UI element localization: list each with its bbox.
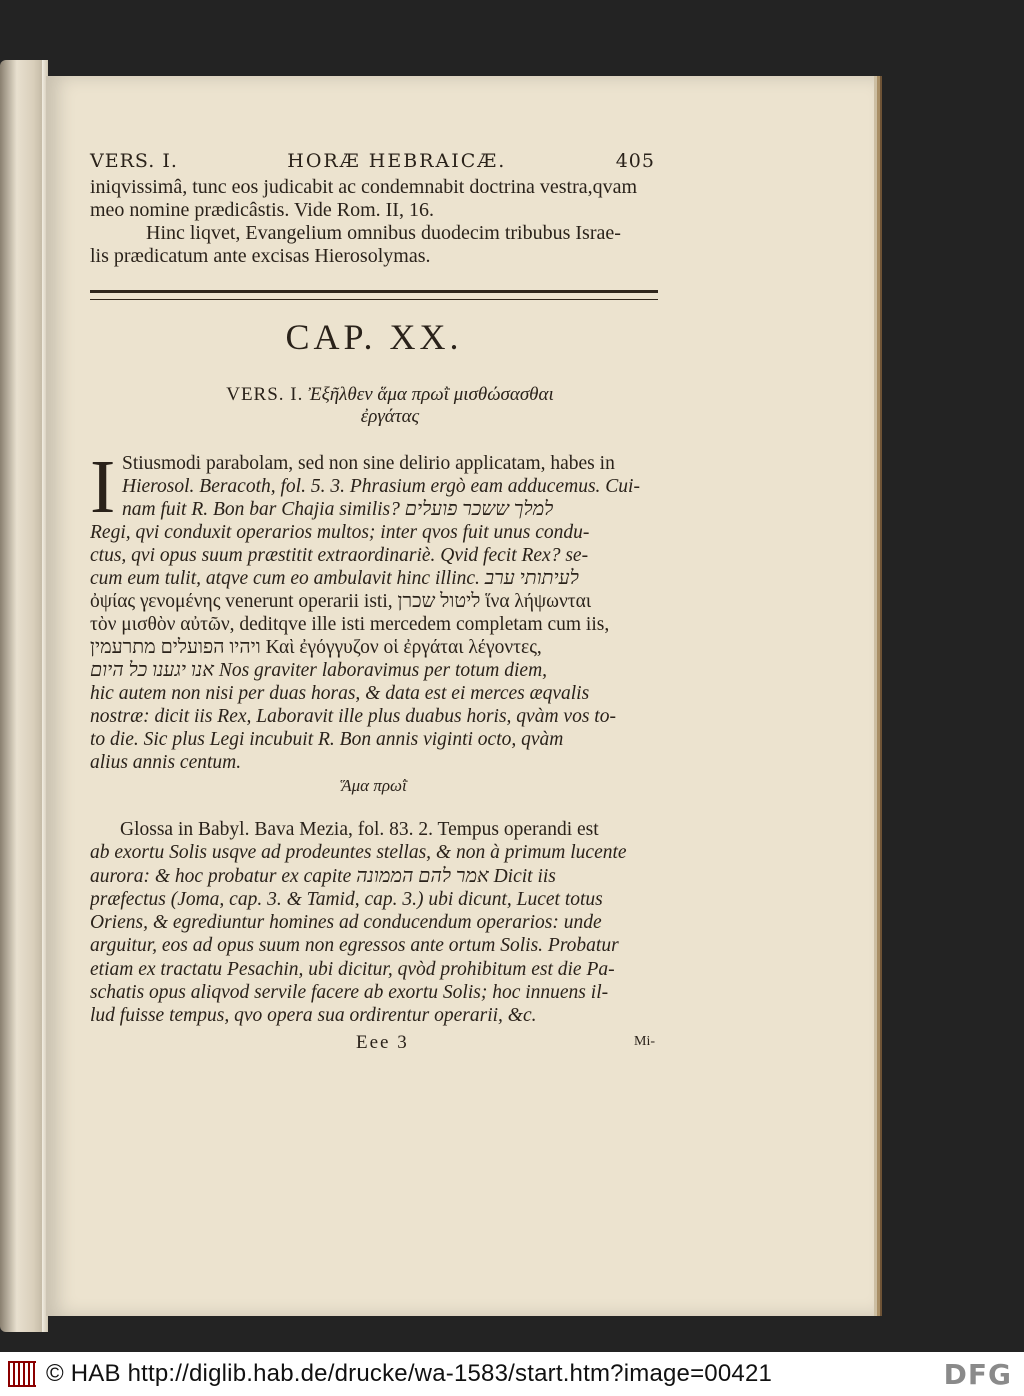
- text-line: ctus, qvi opus suum præstitit extraordinariè. Qvid fecit Rex? se-: [90, 545, 589, 566]
- text-line: meo nomine prædicâstis. Vide Rom. II, 16.: [90, 199, 434, 221]
- text-line: præfectus (Joma, cap. 3. & Tamid, cap. 3.) ubi dicunt, Lucet totus: [90, 888, 603, 910]
- running-head-title: HORÆ HEBRAICÆ.: [287, 150, 507, 172]
- verse-label: VERS. I.: [226, 384, 304, 405]
- text-line: alius annis centum.: [90, 752, 242, 773]
- text-line: nostræ: dicit iis Rex, Laboravit ille plus duabus horis, qvàm vos to-: [90, 706, 616, 727]
- text-line: Glossa in Babyl. Bava Mezia, fol. 83. 2. Tempus operandi est: [120, 819, 599, 840]
- text-line: Oriens, & egrediuntur homines ad conducendum operarios: unde: [90, 912, 602, 934]
- main-paragraph: [90, 445, 662, 774]
- second-paragraph: [90, 222, 658, 268]
- section-divider: [90, 290, 658, 300]
- text-line: arguitur, eos ad opus suum non egressos ante ortum Solis. Probatur: [90, 935, 619, 957]
- sub-heading: Ἅμα πρωῒ: [341, 776, 407, 795]
- running-head-verse: VERS. I.: [90, 150, 178, 172]
- text-line: etiam ex tractatu Pesachin, ubi dicitur, qvòd prohibitum est die Pa-: [90, 958, 615, 980]
- verse-greek-line: ἐργάτας: [360, 406, 420, 427]
- text-line: ab exortu Solis usqve ad prodeuntes stellas, & non à primum lucente: [90, 842, 627, 864]
- text-line: Hinc liqvet, Evangelium omnibus duodecim tribubus Israe-: [146, 222, 621, 244]
- text-line: Hierosol. Beracoth, fol. 5. 3. Phrasium ergò eam adducemus. Cui-: [122, 476, 640, 497]
- verse-greek-line: Ἐξῆλθεν ἅμα πρωῒ μισθώσασθαι: [308, 384, 554, 405]
- text-line: ὀψίας γενομένης venerunt operarii isti, ליטול שכרן ἵνα λήψωνται: [90, 591, 592, 612]
- copyright-footer: [0, 1352, 1024, 1396]
- text-line: aurora: & hoc probatur ex capite אמר להם הממונה Dicit iis: [90, 865, 556, 887]
- text-line: τὸν μισθὸν αὐτῶν, deditqve ille isti mercedem completam cum iis,: [90, 614, 610, 635]
- verse-heading: [180, 384, 600, 428]
- text-line: אנו יגענו כל היום Nos graviter laboravimus per totum diem,: [90, 660, 548, 681]
- catchword: Mi-: [634, 1034, 655, 1049]
- text-line: iniqvissimâ, tunc eos judicabit ac condemnabit doctrina vestra,qvam: [90, 176, 638, 198]
- page-number: 405: [615, 150, 655, 172]
- glossa-paragraph: [90, 818, 662, 1028]
- text-line: hic autem non nisi per duas horas, & data est ei merces æqvalis: [90, 683, 590, 704]
- signature-mark: Eee 3: [356, 1032, 409, 1053]
- dfg-logo: DFG: [943, 1358, 1012, 1391]
- chapter-heading: CAP. XX.: [285, 317, 463, 357]
- copyright-link[interactable]: © HAB http://diglib.hab.de/drucke/wa-1583/start.htm?image=00421: [46, 1360, 773, 1387]
- opening-paragraph: [90, 176, 658, 222]
- drop-cap: I: [90, 445, 116, 529]
- text-line: to die. Sic plus Legi incubuit R. Bon annis viginti octo, qvàm: [90, 729, 564, 750]
- text-line: nam fuit R. Bon bar Chajia similis? למלך ששכר פועלים: [122, 499, 554, 520]
- text-line: lud fuisse tempus, qvo opera sua ordirentur operarii, &c.: [90, 1005, 537, 1027]
- text-line: cum eum tulit, atqve cum eo ambulavit hinc illinc. לעיתותי ערב: [90, 568, 579, 589]
- text-line: lis prædicatum ante excisas Hierosolymas.: [90, 245, 431, 267]
- text-line: Stiusmodi parabolam, sed non sine delirio applicatam, habes in: [122, 453, 615, 474]
- text-line: Regi, qvi conduxit operarios multos; inter qvos fuit unus condu-: [90, 522, 590, 543]
- running-head: [90, 150, 655, 174]
- text-line: schatis opus aliqvod servile facere ab exortu Solis; hoc innuens il-: [90, 982, 609, 1004]
- text-line: ויהיו הפועלים מתרעמין Καὶ ἐγόγγυζον οἱ ἐργάται λέγοντες,: [90, 637, 542, 658]
- left-page-edge: [0, 60, 48, 1332]
- barcode-icon: [8, 1361, 36, 1387]
